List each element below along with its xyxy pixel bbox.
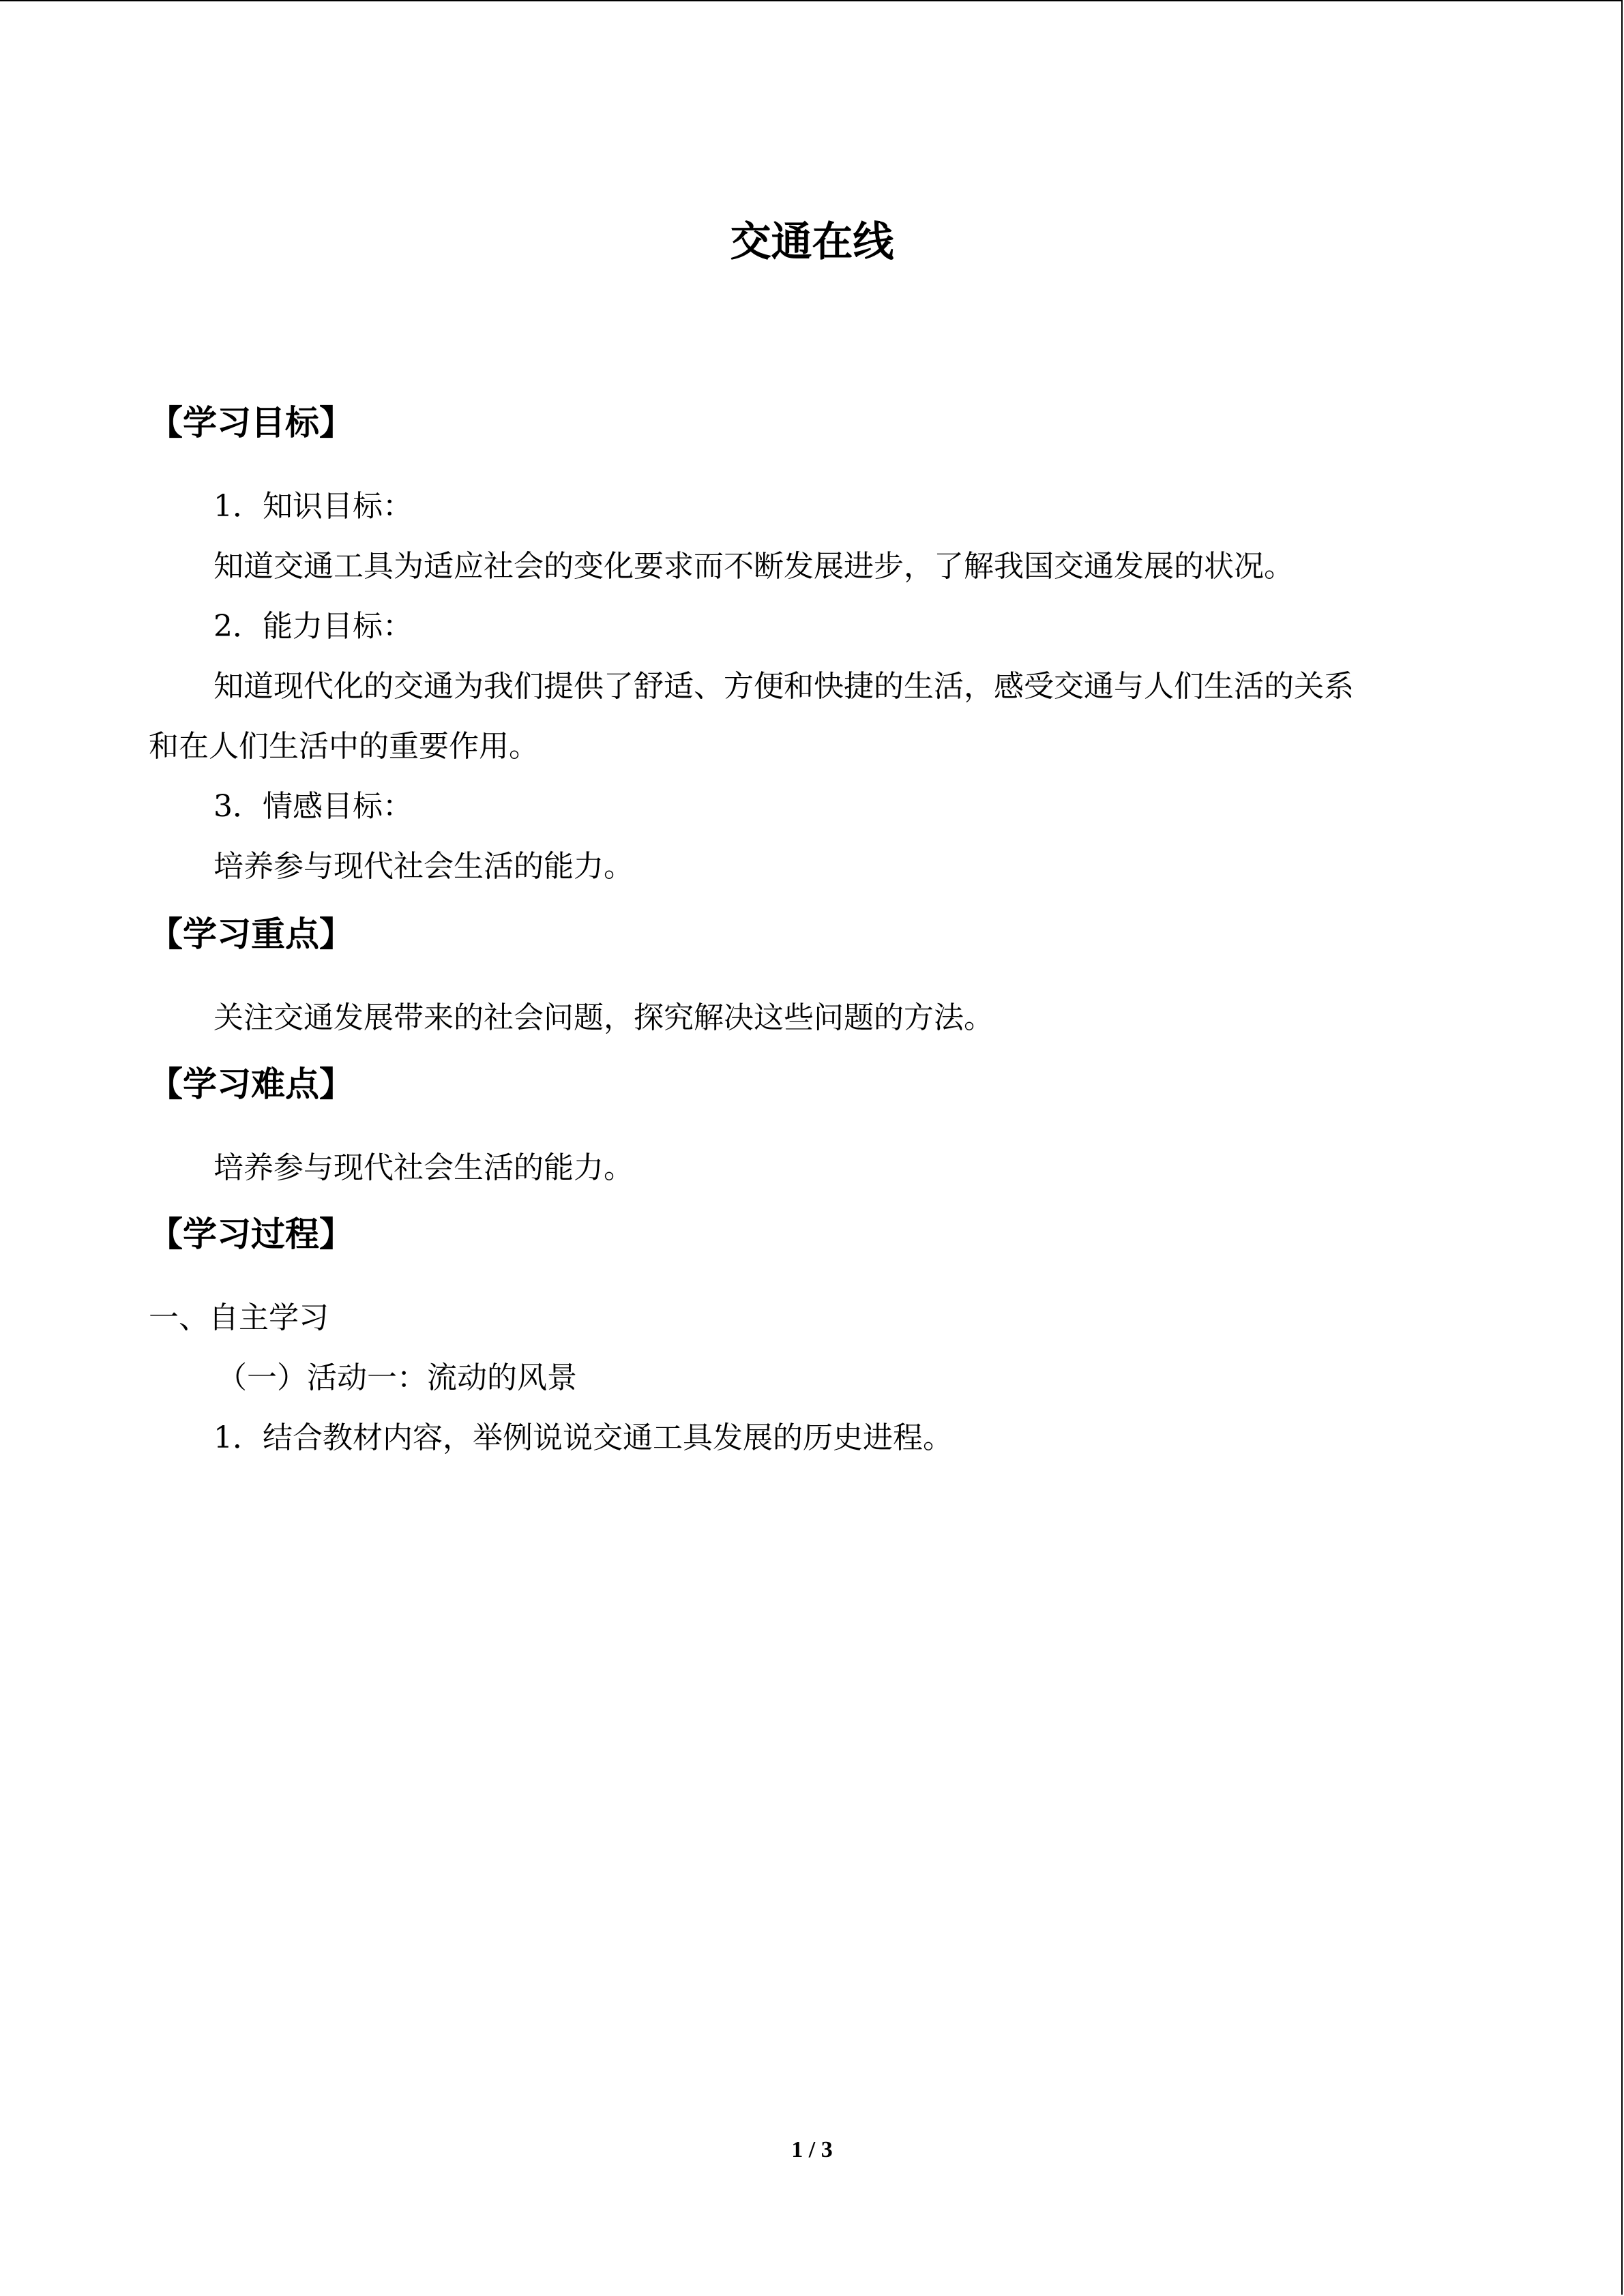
document-title: 交通在线 bbox=[730, 218, 894, 266]
knowledge-objective-text: 知道交通工具为适应社会的变化要求而不断发展进步，了解我国交通发展的状况。 bbox=[213, 549, 1294, 584]
objectives-heading: 【学习目标】 bbox=[149, 403, 353, 443]
knowledge-objective-label: 1．知识目标： bbox=[213, 489, 413, 524]
emotion-objective-label: 3．情感目标： bbox=[213, 789, 413, 824]
ability-objective-label: 2．能力目标： bbox=[213, 609, 413, 644]
key-points-heading: 【学习重点】 bbox=[149, 914, 353, 954]
process-heading: 【学习过程】 bbox=[149, 1214, 353, 1254]
difficulties-text: 培养参与现代社会生活的能力。 bbox=[213, 1150, 634, 1185]
process-task1: 1．结合教材内容，举例说说交通工具发展的历史进程。 bbox=[213, 1420, 953, 1455]
key-points-text: 关注交通发展带来的社会问题，探究解决这些问题的方法。 bbox=[213, 1000, 994, 1035]
ability-objective-text-line2: 和在人们生活中的重要作用。 bbox=[149, 729, 539, 764]
difficulties-heading: 【学习难点】 bbox=[149, 1064, 353, 1104]
emotion-objective-text: 培养参与现代社会生活的能力。 bbox=[213, 849, 634, 884]
process-activity1: （一）活动一：流动的风景 bbox=[217, 1360, 577, 1395]
ability-objective-text-line1: 知道现代化的交通为我们提供了舒适、方便和快捷的生活，感受交通与人们生活的关系 bbox=[213, 669, 1354, 704]
page-number: 1 / 3 bbox=[791, 2137, 833, 2162]
process-part1: 一、自主学习 bbox=[149, 1300, 329, 1335]
